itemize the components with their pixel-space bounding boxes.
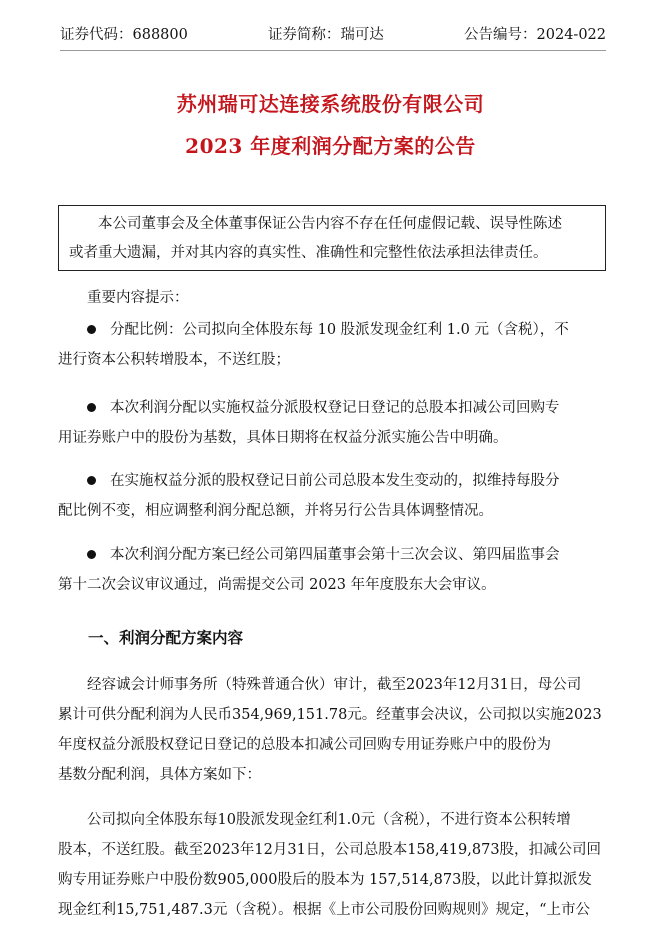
key-point-4: 本次利润分配方案已经公司第四届董事会第十三次会议、第四届监事会 第十二次会议审议通过，尚需提交公司 2023 年年度股东大会审议。 [58,547,560,593]
bullet-icon [87,550,96,559]
declaration-line-2: 或者重大遗漏，并对其内容的真实性、准确性和完整性依法承担法律责任。 [69,245,548,261]
document-title: 2023 年度利润分配方案的公告 [185,134,476,158]
key-points-heading: 重要内容提示： [87,290,189,306]
key-point-3: 在实施权益分派的股权登记日前公司总股本发生变动的，拟维持每股分 配比例不变，相应调整利润分配总额，并将另行公告具体调整情况。 [58,473,560,519]
stock-short-name: 证券简称：瑞可达 [267,26,384,43]
bullet-icon [87,325,96,334]
board-declaration-box [58,205,606,271]
company-title: 苏州瑞可达连接系统股份有限公司 [176,92,485,116]
key-point-2: 本次利润分配以实施权益分派股权登记日登记的总股本扣减公司回购专 用证券账户中的股份为基数，具体日期将在权益分派实施公告中明确。 [58,400,560,446]
bullet-icon [87,403,96,412]
audit-paragraph: 经容诚会计师事务所（特殊普通合伙）审计，截至2023年12月31日，母公司 累计可供分配利润为人民币354,969,151.78元。经董事会决议，公司拟以实施2023 年度权益分派股权登记日登记的总股本扣减公司回购专用证券账户中的股份为 基数分配利润，具体方案如下： [58,677,602,783]
notice-number: 公告编号：2024-022 [464,26,606,43]
declaration-line-1: 本公司董事会及全体董事保证公告内容不存在任何虚假记载、误导性陈述 [98,216,562,232]
key-point-1: 分配比例：公司拟向全体股东每 10 股派发现金红利 1.0 元（含税），不 进行资本公积转增股本，不送红股； [58,322,569,368]
stock-code: 证券代码：688800 [60,26,188,43]
bullet-icon [87,476,96,485]
section-heading-profit-distribution: 一、利润分配方案内容 [88,629,244,647]
page-header [60,22,606,51]
dividend-plan-paragraph: 公司拟向全体股东每10股派发现金红利1.0元（含税），不进行资本公积转增 股本，不送红股。截至2023年12月31日，公司总股本158,419,873股，扣减公司回 购专用证券账户中股份数905,000股后的股本为 157,514,873股，以此计算拟派发 现金红利15,751,487.3元（含税）。根据《上市公司股份回购规则》规定，“上市公 [58,812,602,918]
